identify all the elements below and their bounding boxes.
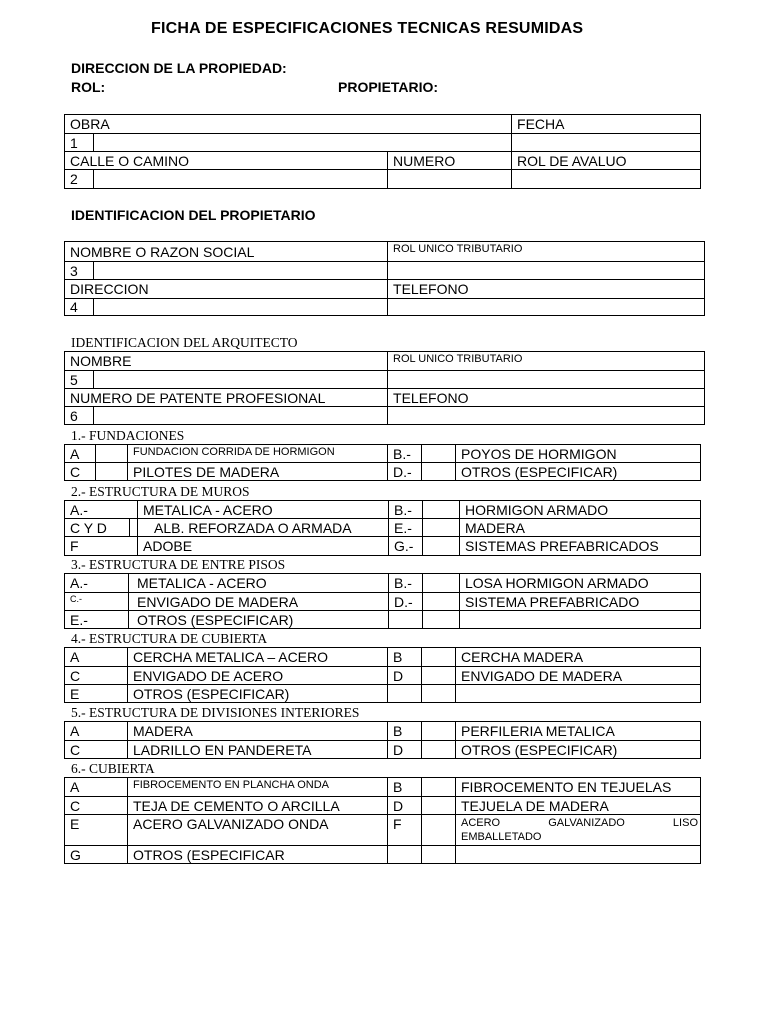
row-number-3: 3 — [65, 262, 94, 280]
architect-patent-label: NUMERO DE PATENTE PROFESIONAL — [65, 389, 388, 407]
option-label: FIBROCEMENTO EN PLANCHA ONDA — [128, 778, 388, 797]
obra-table — [64, 114, 701, 189]
cubierta-heading: 6.- CUBIERTA — [71, 761, 155, 776]
owner-label: PROPIETARIO: — [338, 79, 439, 95]
option-letter: C — [65, 797, 128, 815]
owner-section-heading: IDENTIFICACION DEL PROPIETARIO — [71, 207, 316, 223]
option-checkbox[interactable] — [422, 815, 456, 846]
option-checkbox[interactable] — [96, 445, 128, 463]
option-label: FUNDACION CORRIDA DE HORMIGON — [128, 445, 388, 463]
option-checkbox[interactable] — [422, 797, 456, 815]
architect-section-heading: IDENTIFICACION DEL ARQUITECTO — [71, 335, 298, 350]
option-label: MADERA — [128, 722, 388, 741]
option-letter: C — [65, 667, 128, 685]
option-letter: B — [388, 778, 422, 797]
option-checkbox[interactable] — [423, 519, 460, 537]
option-checkbox[interactable] — [422, 445, 456, 463]
owner-rut-field[interactable] — [388, 262, 705, 280]
cubierta-estructura-table — [64, 647, 701, 703]
empty-cell — [456, 846, 701, 864]
entrepisos-table — [64, 573, 701, 629]
option-letter: A — [65, 445, 96, 463]
row-number-2: 2 — [65, 170, 94, 189]
option-label: METALICA - ACERO — [129, 574, 389, 593]
option-label-line-1: ACERO GALVANIZADO LISO — [461, 817, 698, 829]
owner-rut-label: ROL UNICO TRIBUTARIO — [388, 242, 705, 262]
option-checkbox[interactable] — [422, 778, 456, 797]
option-checkbox[interactable] — [423, 501, 460, 519]
option-checkbox[interactable] — [422, 685, 456, 703]
option-label: HORMIGON ARMADO — [460, 501, 701, 519]
option-checkbox[interactable] — [423, 611, 460, 629]
architect-name-field[interactable] — [94, 371, 388, 389]
option-letter: A.- — [65, 574, 129, 593]
option-checkbox[interactable] — [130, 519, 138, 537]
architect-rut-field[interactable] — [388, 371, 705, 389]
option-letter: E.- — [389, 519, 423, 537]
option-checkbox[interactable] — [422, 463, 456, 481]
fecha-label: FECHA — [512, 115, 701, 134]
option-label: SISTEMAS PREFABRICADOS — [460, 537, 701, 556]
row-number-5: 5 — [65, 371, 94, 389]
option-letter: A — [65, 778, 128, 797]
option-checkbox[interactable] — [422, 648, 456, 667]
option-letter: G — [65, 846, 128, 864]
option-letter: D — [388, 797, 422, 815]
option-letter: A.- — [65, 501, 138, 519]
option-label: ACERO GALVANIZADO ONDA — [128, 815, 388, 846]
option-checkbox[interactable] — [422, 722, 456, 741]
row-number-1: 1 — [65, 134, 94, 152]
option-letter: B.- — [389, 574, 423, 593]
fecha-value-field[interactable] — [512, 134, 701, 152]
option-label: LADRILLO EN PANDERETA — [128, 741, 388, 759]
page-title: FICHA DE ESPECIFICACIONES TECNICAS RESUMIDAS — [151, 20, 584, 37]
option-checkbox[interactable] — [422, 846, 456, 864]
empty-cell — [456, 685, 701, 703]
muros-table — [64, 500, 701, 556]
option-checkbox[interactable] — [422, 741, 456, 759]
option-letter: G.- — [389, 537, 423, 556]
option-label: OTROS (ESPECIFICAR) — [456, 463, 701, 481]
option-label: CERCHA MADERA — [456, 648, 701, 667]
option-label: ALB. REFORZADA O ARMADA — [138, 519, 389, 537]
option-letter: B — [388, 648, 422, 667]
option-label: TEJA DE CEMENTO O ARCILLA — [128, 797, 388, 815]
option-checkbox[interactable] — [388, 846, 422, 864]
rol-label: ROL: — [71, 79, 106, 95]
rol-avaluo-value-field[interactable] — [512, 170, 701, 189]
option-letter: A — [65, 722, 128, 741]
option-letter: B.- — [389, 501, 423, 519]
divisiones-table — [64, 721, 701, 759]
obra-value-field[interactable] — [94, 134, 512, 152]
option-label: METALICA - ACERO — [138, 501, 389, 519]
architect-name-label: NOMBRE — [65, 352, 388, 371]
calle-label: CALLE O CAMINO — [65, 152, 388, 170]
option-label: OTROS (ESPECIFICAR) — [128, 685, 388, 703]
rol-avaluo-label: ROL DE AVALUO — [512, 152, 701, 170]
option-label: PILOTES DE MADERA — [128, 463, 388, 481]
architect-rut-label: ROL UNICO TRIBUTARIO — [388, 352, 705, 371]
fundaciones-heading: 1.- FUNDACIONES — [71, 428, 185, 443]
option-letter: D.- — [389, 593, 423, 611]
option-letter: F — [65, 537, 138, 556]
option-letter: C Y D — [65, 519, 130, 537]
option-letter: C — [65, 463, 96, 481]
row-number-6: 6 — [65, 407, 94, 425]
option-checkbox[interactable] — [423, 537, 460, 556]
owner-phone-field[interactable] — [388, 299, 705, 316]
fundaciones-table — [64, 444, 701, 481]
option-letter: F — [388, 815, 422, 846]
option-letter: E — [65, 685, 128, 703]
option-checkbox[interactable] — [96, 463, 128, 481]
option-checkbox[interactable] — [423, 593, 460, 611]
option-label: POYOS DE HORMIGON — [456, 445, 701, 463]
owner-address-field[interactable] — [94, 299, 388, 316]
option-checkbox[interactable] — [388, 685, 422, 703]
owner-phone-label: TELEFONO — [388, 280, 705, 299]
architect-patent-field[interactable] — [94, 407, 388, 425]
option-label-line-2: EMBALLETADO — [461, 830, 542, 843]
option-letter: E — [65, 815, 128, 846]
option-label: ENVIGADO DE MADERA — [129, 593, 389, 611]
option-label: OTROS (ESPECIFICAR) — [129, 611, 389, 629]
option-label: ENVIGADO DE ACERO — [128, 667, 388, 685]
option-label: OTROS (ESPECIFICAR) — [456, 741, 701, 759]
option-checkbox[interactable] — [422, 667, 456, 685]
option-checkbox[interactable] — [389, 611, 423, 629]
option-label: PERFILERIA METALICA — [456, 722, 701, 741]
row-number-4: 4 — [65, 299, 94, 316]
option-letter: A — [65, 648, 128, 667]
divisiones-heading: 5.- ESTRUCTURA DE DIVISIONES INTERIORES — [71, 705, 360, 720]
option-label: SISTEMA PREFABRICADO — [460, 593, 701, 611]
obra-label: OBRA — [65, 115, 512, 134]
option-letter: B — [388, 722, 422, 741]
option-letter: D — [388, 667, 422, 685]
owner-name-label: NOMBRE O RAZON SOCIAL — [65, 242, 388, 262]
calle-value-field[interactable] — [94, 170, 388, 189]
architect-table — [64, 351, 705, 425]
owner-table — [64, 241, 705, 316]
option-label: CERCHA METALICA – ACERO — [128, 648, 388, 667]
cubierta-table — [64, 777, 701, 864]
option-letter: D — [388, 741, 422, 759]
option-letter: C — [65, 741, 128, 759]
option-label: OTROS (ESPECIFICAR — [128, 846, 388, 864]
architect-phone-label: TELEFONO — [388, 389, 705, 407]
numero-value-field[interactable] — [388, 170, 512, 189]
option-label: LOSA HORMIGON ARMADO — [460, 574, 701, 593]
option-label: TEJUELA DE MADERA — [456, 797, 701, 815]
empty-cell — [460, 611, 701, 629]
option-label: ENVIGADO DE MADERA — [456, 667, 701, 685]
cubierta-estructura-heading: 4.- ESTRUCTURA DE CUBIERTA — [71, 631, 268, 646]
option-label: MADERA — [460, 519, 701, 537]
architect-phone-field[interactable] — [388, 407, 705, 425]
numero-label: NUMERO — [388, 152, 512, 170]
option-letter: B.- — [388, 445, 422, 463]
owner-name-field[interactable] — [94, 262, 388, 280]
option-checkbox[interactable] — [423, 574, 460, 593]
option-label: FIBROCEMENTO EN TEJUELAS — [456, 778, 701, 797]
owner-address-label: DIRECCION — [65, 280, 388, 299]
option-label — [456, 815, 701, 846]
option-label: ADOBE — [138, 537, 389, 556]
entrepisos-heading: 3.- ESTRUCTURA DE ENTRE PISOS — [71, 557, 286, 572]
option-letter: E.- — [65, 611, 129, 629]
property-address-label: DIRECCION DE LA PROPIEDAD: — [71, 60, 287, 76]
option-letter: C.- — [65, 593, 129, 611]
option-letter: D.- — [388, 463, 422, 481]
muros-heading: 2.- ESTRUCTURA DE MUROS — [71, 484, 250, 499]
